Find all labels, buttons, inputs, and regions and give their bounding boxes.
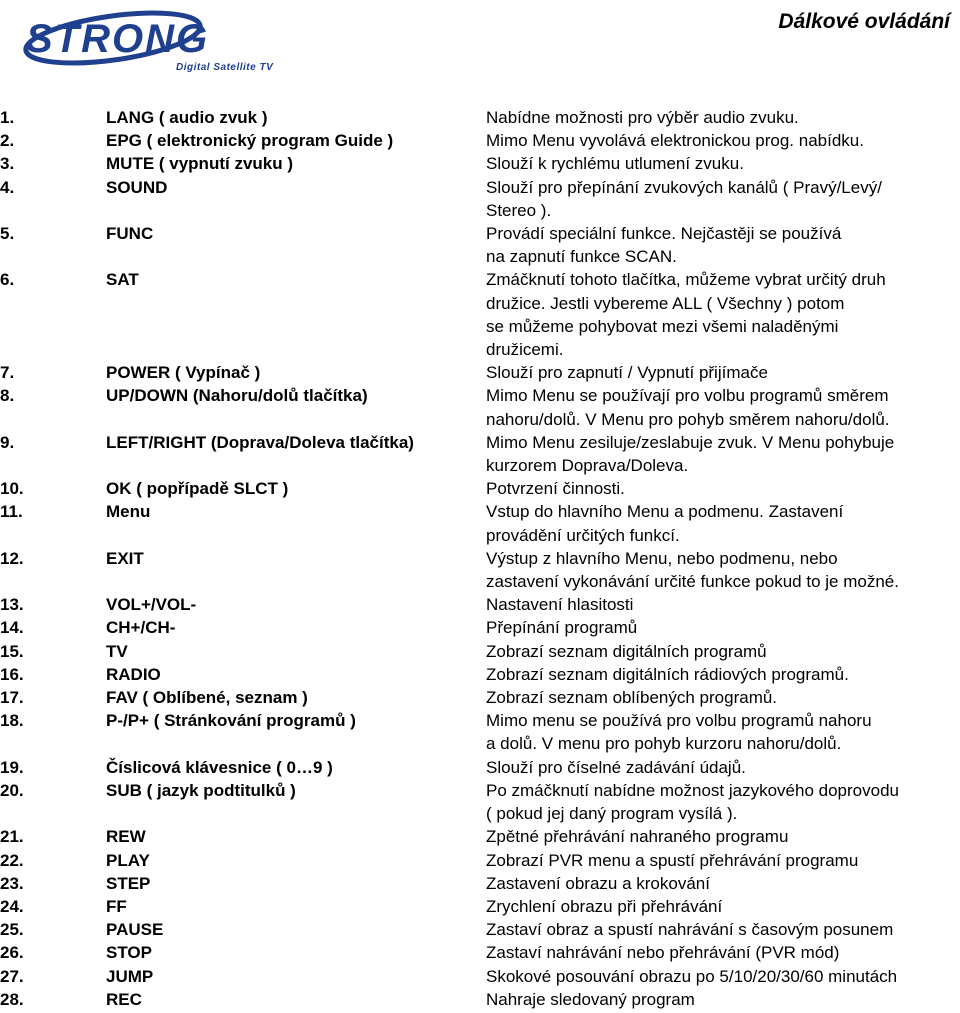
- key-description: Zobrazí PVR menu a spustí přehrávání programu: [486, 850, 859, 870]
- key-description: Mimo Menu se používají pro volbu programů směrem nahoru/dolů. V Menu pro pohyb směrem nahoru/dolů.: [486, 386, 890, 429]
- key-description: Nastavení hlasitosti: [486, 595, 634, 615]
- item-number: 2.: [0, 131, 15, 151]
- list-item: [0, 593, 960, 616]
- key-name: PAUSE: [106, 920, 164, 940]
- key-name: PLAY: [106, 850, 150, 870]
- key-description: Zastavení obrazu a krokování: [486, 873, 710, 893]
- key-description: Slouží k rychlému utlumení zvuku.: [486, 154, 744, 174]
- key-name: STEP: [106, 873, 151, 893]
- key-description: Slouží pro přepínání zvukových kanálů ( Pravý/Levý/ Stereo ).: [486, 177, 882, 220]
- key-description: Mimo Menu zesiluje/zeslabuje zvuk. V Menu pohybuje kurzorem Doprava/Doleva.: [486, 432, 895, 476]
- key-name: UP/DOWN (Nahoru/dolů tlačítka): [106, 386, 368, 406]
- key-description: Slouží pro číselné zadávání údajů.: [486, 757, 746, 777]
- key-description: Skokové posouvání obrazu po 5/10/20/30/60 minutách: [486, 966, 898, 986]
- key-name: SUB ( jazyk podtitulků ): [106, 780, 296, 800]
- item-number: 25.: [0, 920, 24, 940]
- key-name: FUNC: [106, 224, 154, 244]
- logo-subtitle: Digital Satellite TV: [176, 62, 274, 73]
- item-number: 19.: [0, 757, 24, 777]
- key-name: EXIT: [106, 548, 144, 568]
- key-name: REC: [106, 989, 142, 1009]
- list-item: [0, 152, 960, 175]
- page-title: Dálkové ovládání: [778, 10, 950, 33]
- item-number: 9.: [0, 432, 15, 452]
- item-number: 4.: [0, 177, 15, 197]
- key-description: Potvrzení činnosti.: [486, 479, 625, 499]
- remote-control-key-list: [0, 106, 960, 1011]
- list-item: [0, 849, 960, 872]
- key-description: Výstup z hlavního Menu, nebo podmenu, nebo zastavení vykonávání určité funkce pokud to je možné.: [486, 548, 899, 592]
- logo-wordmark: STRONG: [26, 17, 210, 61]
- list-item: [0, 686, 960, 709]
- key-name: Číslicová klávesnice ( 0…9 ): [106, 757, 333, 777]
- key-description: Vstup do hlavního Menu a podmenu. Zastavení provádění určitých funkcí.: [486, 502, 844, 545]
- item-number: 20.: [0, 780, 24, 800]
- key-description: Zastaví obraz a spustí nahrávání s časovým posunem: [486, 920, 894, 940]
- list-item: [0, 176, 960, 222]
- item-number: 5.: [0, 224, 15, 244]
- key-description: Zobrazí seznam oblíbených programů.: [486, 688, 778, 708]
- list-item: [0, 222, 960, 268]
- key-name: FAV ( Oblíbené, seznam ): [106, 688, 308, 708]
- key-name: JUMP: [106, 966, 154, 986]
- key-description: Zobrazí seznam digitálních rádiových programů.: [486, 664, 849, 684]
- key-name: SAT: [106, 270, 139, 290]
- list-item: [0, 872, 960, 895]
- key-description: Zrychlení obrazu při přehrávání: [486, 896, 723, 916]
- key-name: STOP: [106, 943, 152, 963]
- key-description: Mimo menu se používá pro volbu programů nahoru a dolů. V menu pro pohyb kurzoru nahoru/dolů.: [486, 711, 872, 754]
- list-item: [0, 268, 960, 361]
- item-number: 18.: [0, 711, 24, 731]
- key-description: Po zmáčknutí nabídne možnost jazykového doprovodu ( pokud jej daný program vysílá ).: [486, 780, 899, 824]
- key-description: Zmáčknutí tohoto tlačítka, můžeme vybrat určitý druh družice. Jestli vybereme ALL ( Všechny ) potom se můžeme pohybovat mezi všemi naladěnými družicemi.: [486, 270, 886, 360]
- key-description: Zpětné přehrávání nahraného programu: [486, 827, 789, 847]
- list-item: [0, 384, 960, 430]
- item-number: 3.: [0, 154, 15, 174]
- list-item: [0, 941, 960, 964]
- item-number: 17.: [0, 688, 24, 708]
- item-number: 16.: [0, 664, 24, 684]
- key-name: MUTE ( vypnutí zvuku ): [106, 154, 293, 174]
- key-name: LEFT/RIGHT (Doprava/Doleva tlačítka): [106, 432, 414, 452]
- key-description: Slouží pro zapnutí / Vypnutí přijímače: [486, 363, 768, 383]
- key-description: Nabídne možnosti pro výběr audio zvuku.: [486, 108, 799, 127]
- item-number: 13.: [0, 595, 24, 615]
- key-name: OK ( popřípadě SLCT ): [106, 479, 289, 499]
- list-item: [0, 431, 960, 477]
- list-item: [0, 709, 960, 755]
- list-item: [0, 779, 960, 825]
- item-number: 10.: [0, 479, 24, 499]
- key-name: FF: [106, 896, 127, 916]
- item-number: 28.: [0, 989, 24, 1009]
- key-name: CH+/CH-: [106, 618, 176, 638]
- key-name: EPG ( elektronický program Guide ): [106, 131, 394, 151]
- list-item: [0, 547, 960, 593]
- key-description: Zastaví nahrávání nebo přehrávání (PVR mód): [486, 943, 840, 963]
- item-number: 1.: [0, 108, 15, 127]
- key-name: TV: [106, 641, 128, 661]
- item-number: 14.: [0, 618, 24, 638]
- key-name: VOL+/VOL-: [106, 595, 197, 615]
- list-item: [0, 918, 960, 941]
- item-number: 22.: [0, 850, 24, 870]
- key-description: Mimo Menu vyvolává elektronickou prog. nabídku.: [486, 131, 864, 151]
- list-item: [0, 663, 960, 686]
- key-name: RADIO: [106, 664, 161, 684]
- item-number: 26.: [0, 943, 24, 963]
- list-item: [0, 756, 960, 779]
- key-name: LANG ( audio zvuk ): [106, 108, 268, 127]
- item-number: 27.: [0, 966, 24, 986]
- list-item: [0, 640, 960, 663]
- list-item: [0, 616, 960, 639]
- item-number: 12.: [0, 548, 24, 568]
- key-name: P-/P+ ( Stránkování programů ): [106, 711, 356, 731]
- list-item: [0, 825, 960, 848]
- key-description: Zobrazí seznam digitálních programů: [486, 641, 767, 661]
- list-item: [0, 129, 960, 152]
- key-name: POWER ( Vypínač ): [106, 363, 261, 383]
- item-number: 23.: [0, 873, 24, 893]
- item-number: 7.: [0, 363, 15, 383]
- item-number: 24.: [0, 896, 24, 916]
- item-number: 8.: [0, 386, 15, 406]
- key-name: Menu: [106, 502, 151, 522]
- item-number: 6.: [0, 270, 15, 290]
- key-description: Přepínání programů: [486, 618, 638, 638]
- item-number: 15.: [0, 641, 24, 661]
- list-item: [0, 106, 960, 129]
- list-item: [0, 988, 960, 1011]
- item-number: 11.: [0, 502, 23, 522]
- list-item: [0, 477, 960, 500]
- key-description: Provádí speciální funkce. Nejčastěji se používá na zapnutí funkce SCAN.: [486, 224, 842, 267]
- list-item: [0, 361, 960, 384]
- key-name: SOUND: [106, 177, 168, 197]
- key-description: Nahraje sledovaný program: [486, 989, 695, 1009]
- item-number: 21.: [0, 827, 24, 847]
- list-item: [0, 895, 960, 918]
- page-header: [0, 0, 960, 84]
- list-item: [0, 965, 960, 988]
- key-name: REW: [106, 827, 146, 847]
- list-item: [0, 500, 960, 546]
